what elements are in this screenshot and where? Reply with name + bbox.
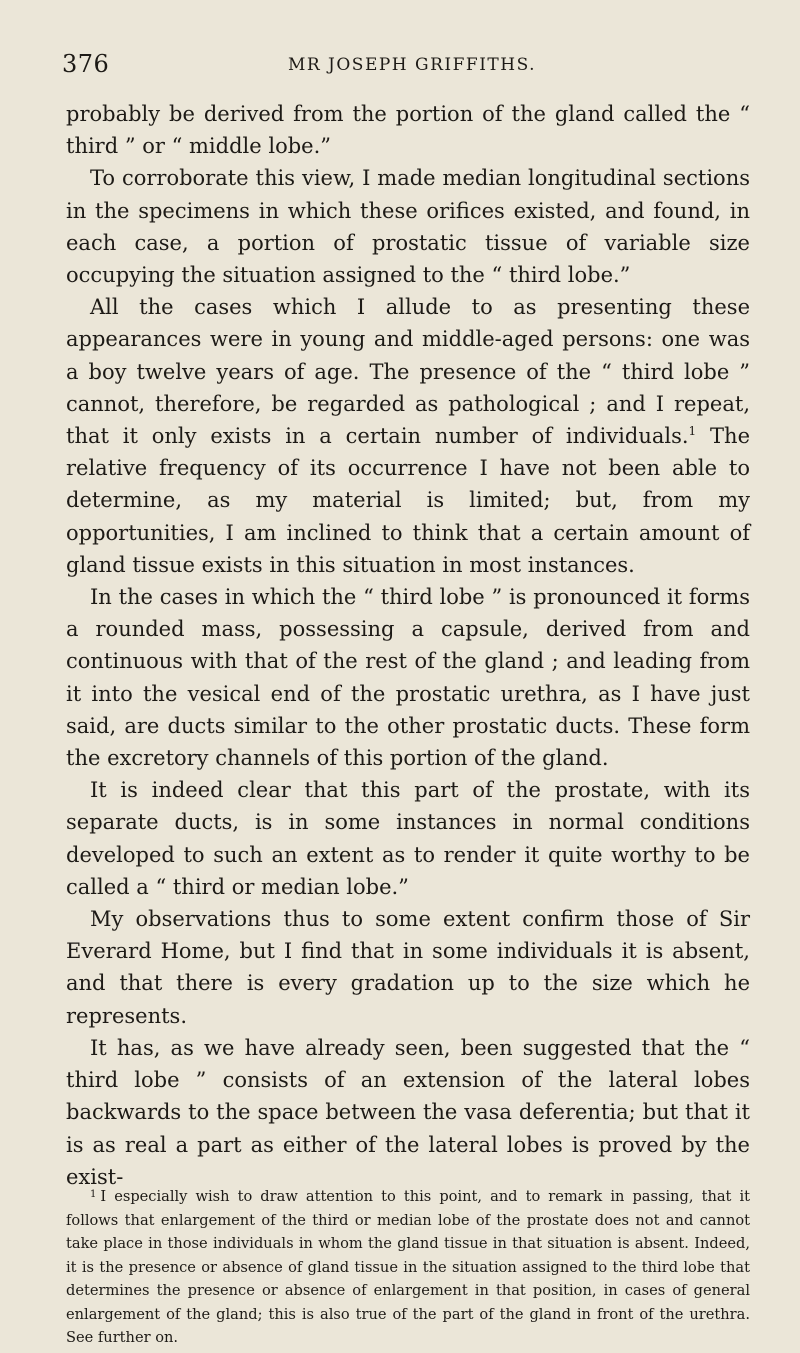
paragraph-text: All the cases which I allude to as presenting these appearances were in young and middle-aged persons: one was a boy twelve years of age. The presence of the “ third lobe ” cannot, therefore, be regarded as pathological ; and I repeat, that it only exists in a certain number of individuals. xyxy=(66,295,750,449)
body-text xyxy=(66,98,750,1193)
paragraph-text: The relative frequency of its occurrence I have not been able to determine, as my material is limited; but, from my opportunities, I am inclined to think that a certain amount of gland tissue exists in this situation in most instances. xyxy=(66,424,750,577)
page-header xyxy=(62,50,762,82)
paragraph: It is indeed clear that this part of the prostate, with its separate ducts, is in some instances in normal conditions developed to such an extent as to render it quite worthy to be called a “ third or median lobe.” xyxy=(66,778,750,899)
paragraph xyxy=(66,291,750,581)
footnote-reference: 1 xyxy=(688,424,697,439)
paragraph: My observations thus to some extent confirm those of Sir Everard Home, but I find that in some individuals it is absent, and that there is every gradation up to the size which he represents. xyxy=(66,907,750,1028)
footnote xyxy=(66,1183,750,1350)
footnote-marker: 1 xyxy=(90,1189,97,1200)
paragraph: It has, as we have already seen, been suggested that the “ third lobe ” consists of an extension of the lateral lobes backwards to the space between the vasa deferentia; but that it is as real a part as either of the lateral lobes is proved by the exist- xyxy=(66,1035,750,1189)
paragraph: probably be derived from the portion of the gland called the “ third ” or “ middle lobe.” xyxy=(66,102,750,159)
paragraph: In the cases in which the “ third lobe ” is pronounced it forms a rounded mass, possessing a capsule, derived from and continuous with that of the rest of the gland ; and leading from it into the vesical end of the prostatic urethra, as I have just said, are ducts similar to the other prostatic ducts. These form the excretory channels of this portion of the gland. xyxy=(66,585,750,771)
paragraph: To corroborate this view, I made median longitudinal sections in the specimens in which these orifices existed, and found, in each case, a portion of prostatic tissue of variable size occupying the situation assigned to the “ third lobe.” xyxy=(66,166,750,288)
footnote-text: I especially wish to draw attention to this point, and to remark in passing, that it follows that enlargement of the third or median lobe of the prostate does not and cannot take place in those individuals in whom the gland tissue in that situation is absent. Indeed, it is the presence or absence of gland tissue in the situation assigned to the third lobe that determines the presence or absence of enlargement in that position, in cases of general enlargement of the gland; this is also true of the part of the gland in front of the urethra. See further on. xyxy=(66,1188,750,1346)
running-head: MR JOSEPH GRIFFITHS. xyxy=(287,55,537,75)
page-number: 376 xyxy=(62,50,110,78)
